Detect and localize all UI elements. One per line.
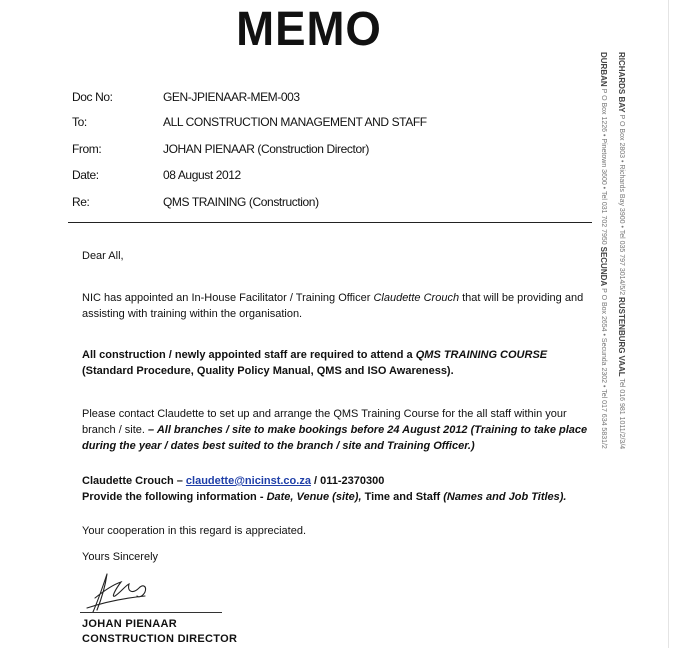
contact-instructions: Please contact Claudette to set up and arrange the QMS Training Course for the all staff within your branch / site. [82, 408, 567, 436]
provide-info-time-staff: Time and Staff [361, 491, 444, 503]
memo-title: MEMO [236, 3, 382, 56]
paragraph-requirement [82, 347, 592, 379]
signatory-name: JOHAN PIENAAR [82, 618, 177, 630]
date-value: 08 August 2012 [163, 168, 241, 182]
from-label: From: [72, 142, 102, 156]
doc-no-label: Doc No: [72, 90, 113, 104]
signature-line [80, 612, 222, 613]
page-edge [668, 0, 669, 648]
provide-info-names: (Names and Job Titles). [443, 491, 567, 503]
contact-name: Claudette Crouch – [82, 475, 186, 487]
salutation: Dear All, [82, 250, 124, 262]
from-value: JOHAN PIENAAR (Construction Director) [163, 142, 369, 156]
to-value: ALL CONSTRUCTION MANAGEMENT AND STAFF [163, 115, 427, 129]
re-value: QMS TRAINING (Construction) [163, 195, 319, 209]
contact-details [82, 473, 592, 505]
header-divider [68, 222, 592, 223]
facilitator-name: Claudette Crouch [373, 292, 460, 304]
handwritten-signature [85, 568, 165, 614]
date-label: Date: [72, 168, 99, 182]
doc-no-value: GEN-JPIENAAR-MEM-003 [163, 90, 300, 104]
paragraph-appointment [82, 290, 592, 322]
course-name: QMS TRAINING COURSE [415, 349, 548, 361]
address-sidebar [595, 52, 631, 597]
contact-phone: / 011-2370300 [310, 475, 385, 487]
booking-deadline: – All branches / site to make bookings before 24 August 2012 (Training to take place during the year / dates best suited to the branch / site and Training Officer.) [82, 424, 588, 452]
closing-line: Yours Sincerely [82, 551, 159, 563]
cooperation-line: Your cooperation in this regard is appreciated. [82, 525, 307, 537]
sidebar-column-2: RICHARDS BAY P O Box 2803 • Richards Bay 3900 • Tel 035 797 3014/5/2 RUSTENBURG VAAL Tel 016 981 1011/2/3/4 [617, 52, 626, 450]
re-label: Re: [72, 195, 90, 209]
requirement-text-start: All construction / newly appointed staff are required to attend a [82, 349, 416, 361]
paragraph-contact [82, 406, 592, 454]
sidebar-column-1: DURBAN P O Box 1226 • Pinetown 3600 • Tel 031 702 7950 SECUNDA P O Box 2654 • Secunda 2302 • Tel 017 634 5831/2 [599, 52, 608, 449]
signatory-title: CONSTRUCTION DIRECTOR [82, 633, 238, 645]
to-label: To: [72, 115, 87, 129]
requirement-text-end: (Standard Procedure, Quality Policy Manual, QMS and ISO Awareness). [82, 365, 454, 377]
appointment-text-start: NIC has appointed an In-House Facilitator / Training Officer [82, 292, 374, 304]
provide-info-date-venue: Date, Venue (site), [266, 491, 362, 503]
contact-email-link[interactable]: claudette@nicinst.co.za [185, 475, 311, 487]
provide-info-label: Provide the following information - [82, 491, 267, 503]
appointment-text-end: that will be providing and assisting with training within the organisation. [82, 292, 584, 320]
